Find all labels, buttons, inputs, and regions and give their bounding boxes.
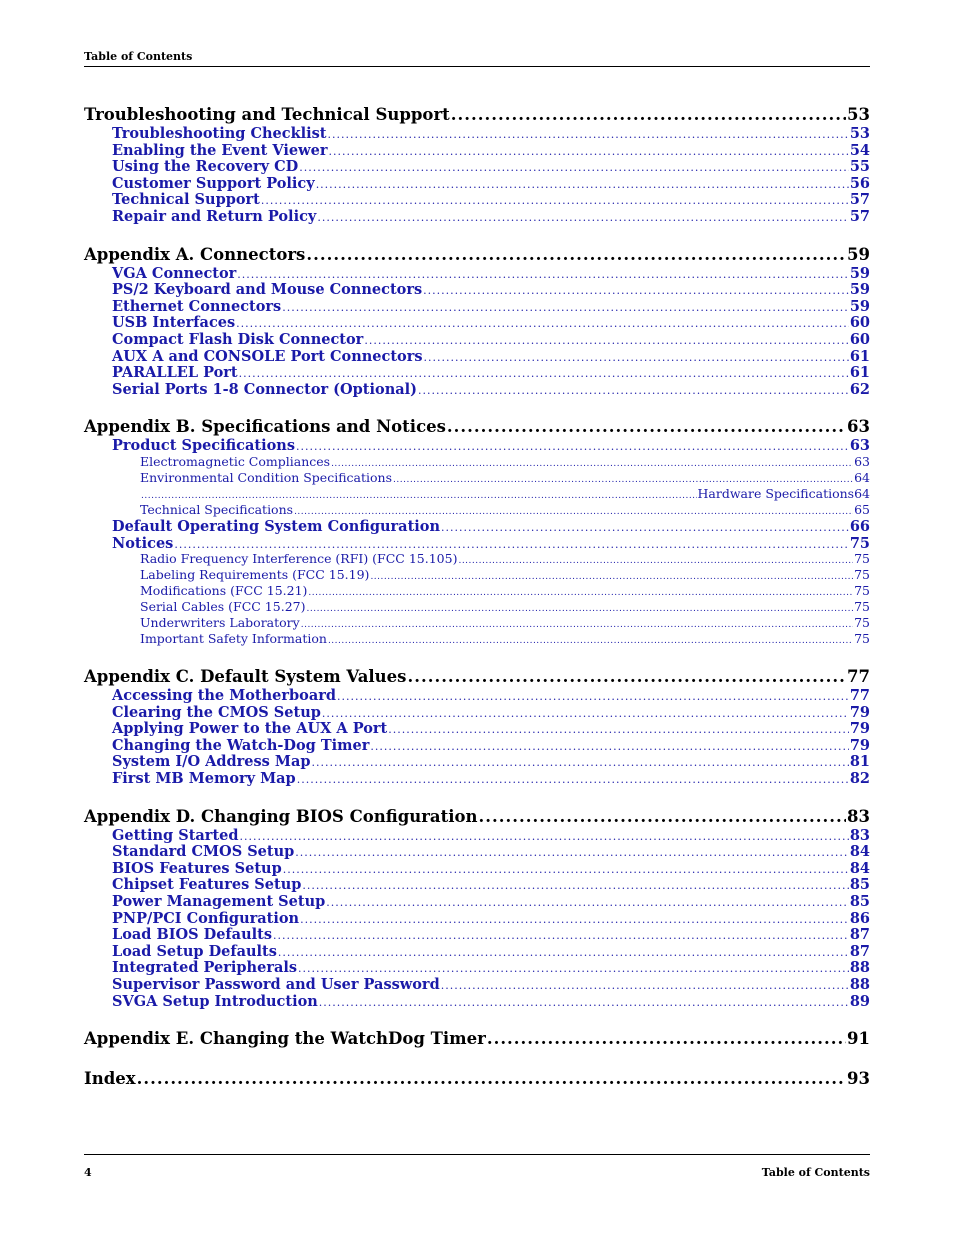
toc-section-link[interactable] xyxy=(84,754,870,771)
page-number: 4 xyxy=(84,1166,92,1179)
toc-chapter-entry[interactable] xyxy=(84,104,870,126)
toc-chapter-entry-page: 63 xyxy=(847,417,870,437)
toc-section-link-page: 60 xyxy=(849,314,870,332)
dot-leader xyxy=(328,127,849,143)
dot-leader xyxy=(282,300,849,316)
toc-section-link[interactable] xyxy=(84,994,870,1011)
dot-leader xyxy=(300,912,849,928)
toc-section-link[interactable] xyxy=(84,382,870,399)
toc-subsection-link-title: Modifications (FCC 15.21) xyxy=(140,583,308,599)
dot-leader xyxy=(296,439,849,455)
dot-leader xyxy=(302,878,848,894)
toc-section-link[interactable] xyxy=(84,176,870,193)
toc-subsection-link-title: Labeling Requirements (FCC 15.19) xyxy=(140,567,370,583)
toc-subsection-link[interactable] xyxy=(84,487,870,503)
toc-section-link[interactable] xyxy=(84,844,870,861)
dot-leader xyxy=(294,505,853,519)
toc-section-link-title: Supervisor Password and User Password xyxy=(112,976,440,993)
dot-leader xyxy=(451,104,846,126)
toc-chapter-entry[interactable] xyxy=(84,244,870,266)
toc-section-link[interactable] xyxy=(84,266,870,283)
toc-section-link-page: 57 xyxy=(849,207,870,225)
toc-chapter-entry-title: Appendix A. Connectors xyxy=(84,244,306,264)
toc-section-link-title: Changing the Watch-Dog Timer xyxy=(112,736,370,754)
toc-subsection-link-title: Technical Specifications xyxy=(140,501,294,517)
toc-chapter-entry[interactable] xyxy=(84,1028,870,1050)
toc-section-link-title: Notices xyxy=(112,534,174,552)
toc-section-link-page: 85 xyxy=(849,893,870,911)
toc-section-link[interactable] xyxy=(84,332,870,349)
dot-leader xyxy=(301,618,853,632)
running-header: Table of Contents xyxy=(84,50,193,63)
dot-leader xyxy=(423,283,849,299)
toc-section-link-page: 77 xyxy=(849,687,870,705)
toc-chapter-entry-page: 83 xyxy=(847,806,870,826)
toc-section-link[interactable] xyxy=(84,828,870,845)
dot-leader xyxy=(407,666,846,688)
toc-section-link[interactable] xyxy=(84,960,870,977)
toc-section-link-page: 75 xyxy=(849,534,870,552)
toc-section xyxy=(84,104,870,226)
toc-subsection-link-page: 75 xyxy=(854,615,870,631)
dot-leader xyxy=(236,316,849,332)
toc-section-link-title: Standard CMOS Setup xyxy=(112,843,295,861)
toc-section-link-page: 55 xyxy=(849,158,870,176)
dot-leader xyxy=(306,244,846,266)
toc-section-link[interactable] xyxy=(84,861,870,878)
toc-section-link[interactable] xyxy=(84,877,870,894)
toc-chapter-entry-title: Appendix C. Default System Values xyxy=(84,667,407,687)
toc-subsection-link-page: 75 xyxy=(854,583,870,599)
dot-leader xyxy=(137,1068,846,1090)
toc-section-link[interactable] xyxy=(84,944,870,961)
toc-chapter-entry[interactable] xyxy=(84,806,870,828)
toc-subsection-link-title: Environmental Condition Specifications xyxy=(140,469,393,485)
dot-leader xyxy=(458,554,853,568)
toc-section-link[interactable] xyxy=(84,519,870,536)
dot-leader xyxy=(388,722,849,738)
toc-section-link-title: First MB Memory Map xyxy=(112,770,296,788)
toc-chapter-entry-title: Appendix B. Specifications and Notices xyxy=(84,417,446,437)
toc-chapter-entry[interactable] xyxy=(84,1068,870,1090)
toc-section-link[interactable] xyxy=(84,126,870,143)
dot-leader xyxy=(337,689,849,705)
dot-leader xyxy=(328,634,853,648)
toc-subsection-link[interactable] xyxy=(84,568,870,584)
toc-subsection-link-page: 63 xyxy=(854,453,870,469)
dot-leader xyxy=(273,928,849,944)
dot-leader xyxy=(298,961,849,977)
toc-section-link-page: 62 xyxy=(849,380,870,398)
toc-subsection-link-page: 75 xyxy=(854,567,870,583)
toc-section-link-title: Load BIOS Defaults xyxy=(112,926,272,944)
toc-section-link[interactable] xyxy=(84,192,870,209)
toc-subsection-link-page: 64 xyxy=(854,469,870,485)
toc-section-link-title: PS/2 Keyboard and Mouse Connectors xyxy=(112,281,423,299)
toc-subsection-link-page: 65 xyxy=(854,501,870,517)
toc-section-link-title: Integrated Peripherals xyxy=(112,959,298,977)
toc-section xyxy=(84,806,870,1011)
toc-section-link-page: 59 xyxy=(849,264,870,282)
dot-leader xyxy=(326,895,849,911)
toc-section xyxy=(84,1068,870,1090)
toc-section-link-title: AUX A and CONSOLE Port Connectors xyxy=(112,347,423,365)
toc-section-link-title: Load Setup Defaults xyxy=(112,942,277,960)
toc-section-link-title: Getting Started xyxy=(112,826,239,844)
dot-leader xyxy=(317,210,848,226)
toc-section-link-title: Repair and Return Policy xyxy=(112,207,317,225)
toc-chapter-entry-title: Appendix E. Changing the WatchDog Timer xyxy=(84,1029,486,1049)
toc-subsection-link[interactable] xyxy=(84,471,870,487)
toc-section-link-title: Chipset Features Setup xyxy=(112,876,302,894)
dot-leader xyxy=(319,995,849,1011)
toc-section-link-page: 53 xyxy=(849,125,870,142)
toc-section-link-title: Accessing the Motherboard xyxy=(112,687,337,705)
toc-section-link-title: Technical Support xyxy=(112,191,260,209)
toc-chapter-entry-page: 77 xyxy=(847,667,870,687)
toc-section-link-page: 61 xyxy=(849,364,870,382)
toc-section-link[interactable] xyxy=(84,438,870,455)
toc-section-link[interactable] xyxy=(84,209,870,226)
toc-section-link[interactable] xyxy=(84,315,870,332)
dot-leader xyxy=(370,739,848,755)
dot-leader xyxy=(297,772,849,788)
toc-chapter-entry-page: 93 xyxy=(847,1069,870,1089)
footer-rule xyxy=(84,1154,870,1155)
toc-subsection-link-title: Electromagnetic Compliances xyxy=(140,453,331,469)
dot-leader xyxy=(479,806,847,828)
dot-leader xyxy=(311,755,848,771)
dot-leader xyxy=(283,862,849,878)
toc-section-link[interactable] xyxy=(84,365,870,382)
dot-leader xyxy=(418,383,849,399)
dot-leader xyxy=(174,537,848,553)
toc-section xyxy=(84,1028,870,1050)
dot-leader xyxy=(487,1028,846,1050)
dot-leader xyxy=(424,350,849,366)
toc-section-link-page: 86 xyxy=(849,909,870,927)
toc-chapter-entry-page: 59 xyxy=(847,244,870,264)
toc-section-link[interactable] xyxy=(84,299,870,316)
toc-section-link[interactable] xyxy=(84,977,870,994)
toc-section-link-title: Clearing the CMOS Setup xyxy=(112,703,321,721)
dot-leader xyxy=(237,267,849,283)
dot-leader xyxy=(261,193,849,209)
dot-leader xyxy=(295,845,849,861)
toc-subsection-link-title: Important Safety Information xyxy=(140,631,327,647)
dot-leader xyxy=(141,489,697,503)
toc-section-link-title: PARALLEL Port xyxy=(112,364,238,382)
toc-section-link-page: 79 xyxy=(849,736,870,754)
dot-leader xyxy=(393,473,853,487)
toc-section-link[interactable] xyxy=(84,143,870,160)
toc-section-link-title: VGA Connector xyxy=(112,264,237,282)
toc-subsection-link[interactable] xyxy=(84,552,870,568)
toc-section-link[interactable] xyxy=(84,688,870,705)
toc-section xyxy=(84,244,870,399)
toc-section-link-title: Ethernet Connectors xyxy=(112,297,282,315)
toc-section-link-title: USB Interfaces xyxy=(112,314,236,332)
header-rule xyxy=(84,66,870,67)
toc-section-link-title: Serial Ports 1-8 Connector (Optional) xyxy=(112,380,417,398)
dot-leader xyxy=(331,457,853,471)
dot-leader xyxy=(278,945,849,961)
dot-leader xyxy=(441,978,849,994)
toc-section-link-page: 83 xyxy=(849,826,870,844)
toc-section-link[interactable] xyxy=(84,282,870,299)
dot-leader xyxy=(239,366,849,382)
dot-leader xyxy=(306,602,853,616)
dot-leader xyxy=(308,586,853,600)
toc-chapter-entry[interactable] xyxy=(84,666,870,688)
dot-leader xyxy=(322,706,849,722)
toc-section-link-page: 81 xyxy=(849,753,870,771)
toc-section-link[interactable] xyxy=(84,159,870,176)
toc-section-link-title: Using the Recovery CD xyxy=(112,158,299,176)
toc-section-link[interactable] xyxy=(84,721,870,738)
toc-section-link-page: 89 xyxy=(849,992,870,1010)
toc-section-link-page: 57 xyxy=(849,191,870,209)
toc-chapter-entry[interactable] xyxy=(84,416,870,438)
toc-section-link-page: 79 xyxy=(849,703,870,721)
toc-chapter-entry-title: Appendix D. Changing BIOS Configuration xyxy=(84,806,478,826)
toc-section-link-page: 88 xyxy=(849,959,870,977)
dot-leader xyxy=(441,520,849,536)
toc-section-link[interactable] xyxy=(84,911,870,928)
dot-leader xyxy=(328,144,848,160)
toc-subsection-link[interactable] xyxy=(84,600,870,616)
toc-chapter-entry-page: 53 xyxy=(847,105,870,124)
toc-section-link-title: BIOS Features Setup xyxy=(112,859,282,877)
toc-section-link-page: 54 xyxy=(849,141,870,159)
toc-subsection-link-page: 75 xyxy=(854,631,870,647)
toc-section-link-title: Customer Support Policy xyxy=(112,174,315,192)
toc-section-link-title: Default Operating System Configuration xyxy=(112,517,440,535)
toc-section-link-page: 88 xyxy=(849,976,870,993)
toc-section-link-title: Enabling the Event Viewer xyxy=(112,141,328,159)
toc-subsection-link[interactable] xyxy=(84,616,870,632)
toc-chapter-entry-title: Index xyxy=(84,1069,136,1089)
toc-section-link[interactable] xyxy=(84,536,870,553)
toc-subsection-link[interactable] xyxy=(84,455,870,471)
toc-section-link-title: Power Management Setup xyxy=(112,893,326,911)
toc-section-link[interactable] xyxy=(84,894,870,911)
toc-section-link-page: 84 xyxy=(849,843,870,861)
toc-subsection-link-title: Radio Frequency Interference (RFI) (FCC 15.105) xyxy=(140,551,458,567)
toc-subsection-link[interactable] xyxy=(84,584,870,600)
dot-leader xyxy=(316,177,849,193)
toc-section-link-title: System I/O Address Map xyxy=(112,753,311,771)
toc-section-link-title: Troubleshooting Checklist xyxy=(112,125,327,142)
dot-leader xyxy=(447,416,846,438)
toc-section-link-page: 59 xyxy=(849,297,870,315)
toc-section-link-page: 85 xyxy=(849,876,870,894)
toc-section-link-page: 79 xyxy=(849,720,870,738)
toc-chapter-entry-page: 91 xyxy=(847,1029,870,1049)
toc-section xyxy=(84,666,870,788)
toc-section-link-page: 66 xyxy=(849,517,870,535)
toc-subsection-link-page: 75 xyxy=(854,551,870,567)
toc-section-link-page: 60 xyxy=(849,330,870,348)
toc-section-link-page: 56 xyxy=(849,174,870,192)
toc-section-link-title: Compact Flash Disk Connector xyxy=(112,330,364,348)
dot-leader xyxy=(370,570,853,584)
toc-section-link-page: 59 xyxy=(849,281,870,299)
toc-section-link-page: 84 xyxy=(849,859,870,877)
toc-chapter-entry-title: Troubleshooting and Technical Support xyxy=(84,105,450,124)
toc-subsection-link-title: Underwriters Laboratory xyxy=(140,615,300,631)
dot-leader xyxy=(240,829,849,845)
toc-section-link-page: 61 xyxy=(849,347,870,365)
dot-leader xyxy=(364,333,848,349)
toc-section-link[interactable] xyxy=(84,927,870,944)
dot-leader xyxy=(299,160,849,176)
toc-section-link-title: Applying Power to the AUX A Port xyxy=(112,720,388,738)
toc-subsection-link-page: 75 xyxy=(854,599,870,615)
toc-section-link[interactable] xyxy=(84,771,870,788)
toc-section-link-page: 87 xyxy=(849,942,870,960)
toc-section-link-page: 63 xyxy=(849,437,870,455)
toc-subsection-link-page: Hardware Specifications64 xyxy=(697,485,870,501)
table-of-contents xyxy=(84,104,870,1108)
toc-subsection-link[interactable] xyxy=(84,632,870,648)
toc-section-link[interactable] xyxy=(84,738,870,755)
toc-section-link-page: 82 xyxy=(849,770,870,788)
toc-section-link-title: Product Specifications xyxy=(112,437,295,455)
toc-section-link-title: PNP/PCI Configuration xyxy=(112,909,300,927)
toc-section-link-page: 87 xyxy=(849,926,870,944)
toc-section-link[interactable] xyxy=(84,705,870,722)
toc-subsection-link[interactable] xyxy=(84,503,870,519)
toc-section xyxy=(84,416,870,648)
running-footer: Table of Contents xyxy=(761,1166,870,1179)
toc-subsection-link-title: Serial Cables (FCC 15.27) xyxy=(140,599,306,615)
toc-section-link-title: SVGA Setup Introduction xyxy=(112,992,318,1010)
toc-section-link[interactable] xyxy=(84,349,870,366)
